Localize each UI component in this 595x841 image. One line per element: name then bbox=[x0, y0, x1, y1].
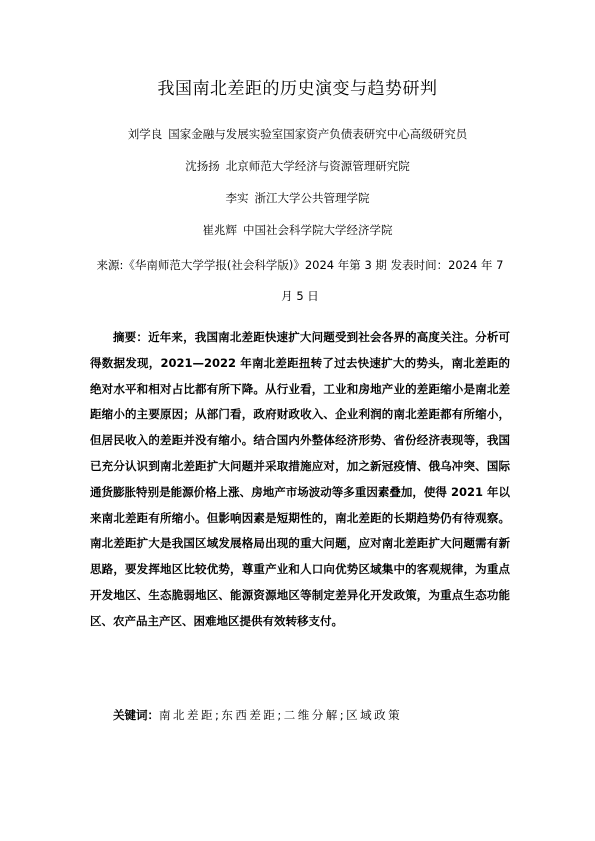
keywords-text: 南北差距;东西差距;二维分解;区域政策 bbox=[159, 708, 403, 722]
author-line-1 bbox=[0, 125, 595, 143]
author-affiliation: 中国社会科学院大学经济学院 bbox=[243, 223, 393, 237]
author-line-3 bbox=[0, 189, 595, 207]
author-affiliation: 国家金融与发展实验室国家资产负债表研究中心高级研究员 bbox=[168, 127, 468, 141]
abstract-separator: ： bbox=[136, 330, 149, 344]
paper-title: 我国南北差距的历史演变与趋势研判 bbox=[157, 79, 438, 99]
keywords-label: 关键词 bbox=[113, 708, 148, 722]
author-name: 沈扬扬 bbox=[185, 159, 220, 173]
author-name: 崔兆辉 bbox=[202, 223, 237, 237]
author-affiliation: 北京师范大学经济与资源管理研究院 bbox=[225, 159, 410, 173]
author-name: 刘学良 bbox=[127, 127, 163, 141]
abstract bbox=[90, 325, 510, 635]
abstract-text: 近年来，我国南北差距快速扩大问题受到社会各界的高度关注。分析可得数据发现，2021—2022 年南北差距扭转了过去快速扩大的势头，南北差距的绝对水平和相对占比都有所下降。从行业看，工业和房地产业的差距缩小是南北差距缩小的主要原因；从部门看，政府财政收入、企业利润的南北差距都有所缩小，但居民收入的差距并没有缩小。结合国内外整体经济形势、省份经济表现等，我国已充分认识到南北差距扩大问题并采取措施应对，加之新冠疫情、俄乌冲突、国际通货膨胀特别是能源价格上涨、房地产市场波动等多重因素叠加，使得 2021 年以来南北差距有所缩小。但影响因素是短期性的，南北差距的长期趋势仍有待观察。南北差距扩大是我国区域发展格局出现的重大问题，应对南北差距扩大问题需有新思路，要发挥地区比较优势，尊重产业和人口向优势区域集中的客观规律，为重点开发地区、生态脆弱地区、能源资源地区等制定差异化开发政策，为重点生态功能区、农产品主产区、困难地区提供有效转移支付。 bbox=[90, 330, 511, 628]
author-name: 李实 bbox=[225, 191, 249, 205]
keywords bbox=[113, 705, 513, 725]
author-line-4 bbox=[0, 221, 595, 239]
author-line-2 bbox=[0, 157, 595, 175]
publication-source: 来源:《华南师范大学学报(社会科学版)》2024 年第 3 期 发表时间：2024 年 7 月 5 日 bbox=[96, 258, 504, 303]
abstract-label: 摘要 bbox=[113, 330, 137, 344]
keywords-separator: ： bbox=[147, 708, 159, 722]
author-affiliation: 浙江大学公共管理学院 bbox=[254, 191, 370, 205]
